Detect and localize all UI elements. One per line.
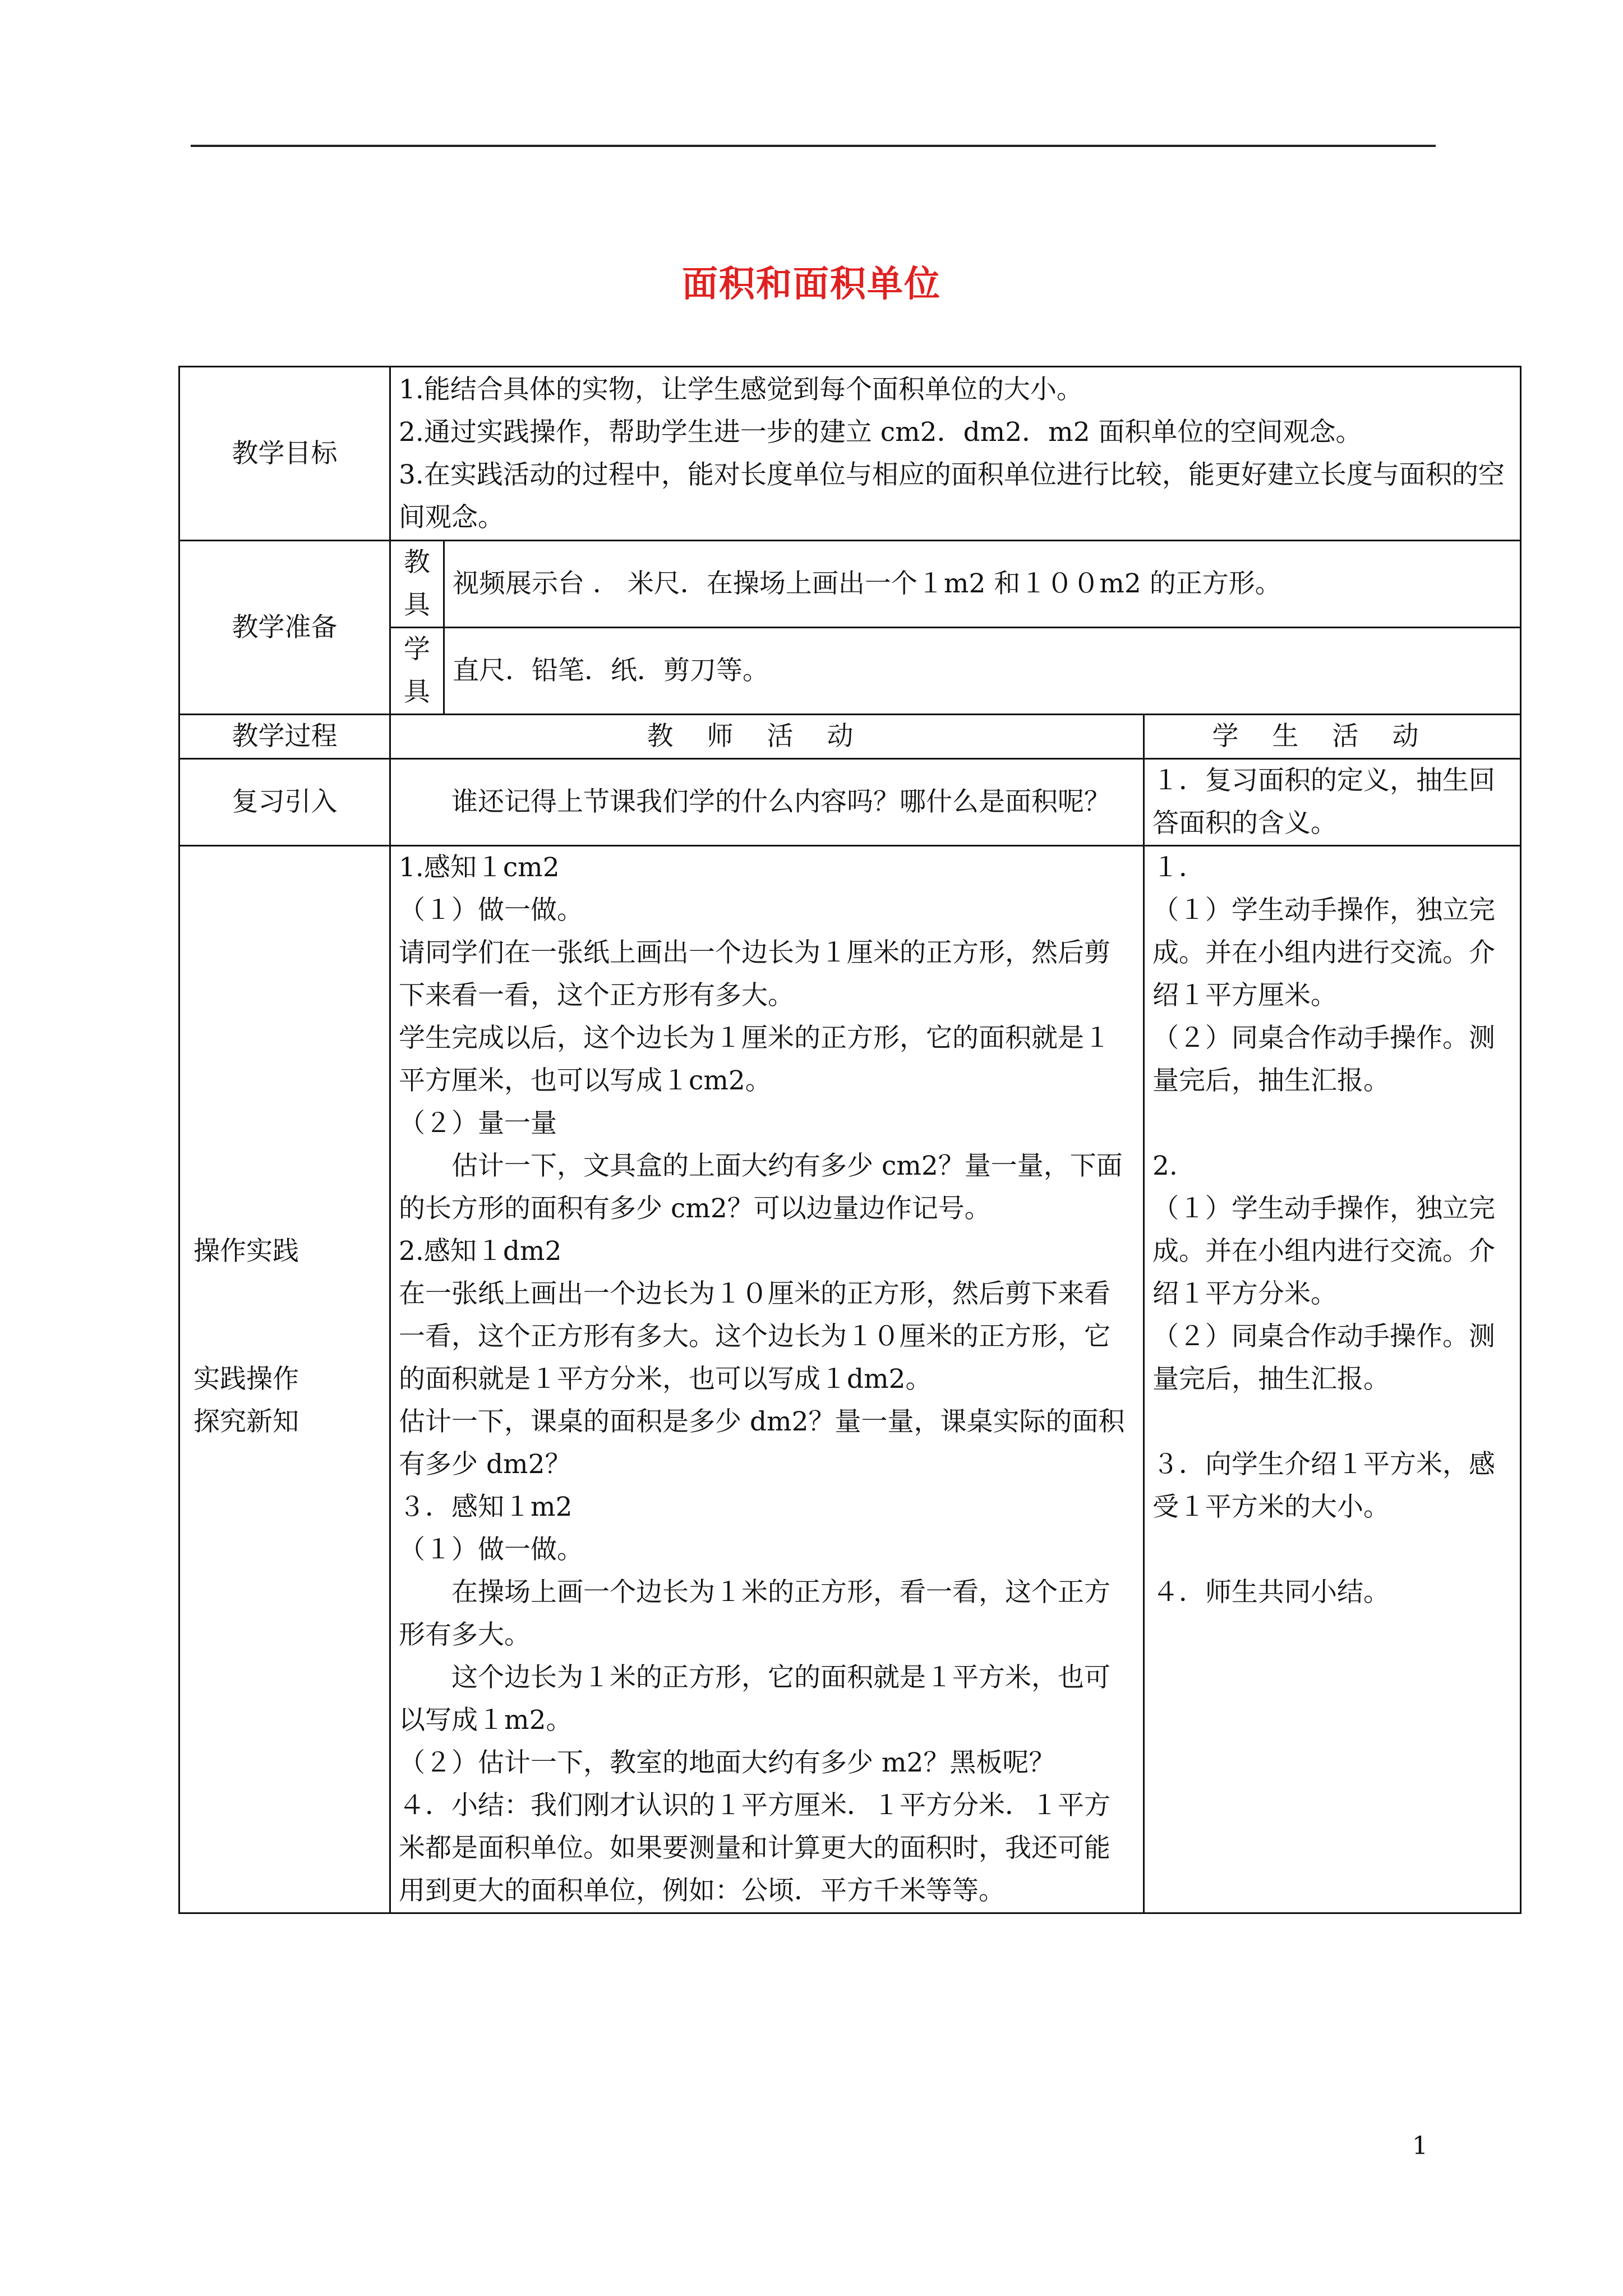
student-lines (1152, 846, 1512, 1614)
review-label: 复习引入 (179, 759, 390, 846)
label-spacer (193, 1443, 381, 1486)
objectives-label: 教学目标 (179, 367, 390, 541)
review-teacher-text: 谁还记得上节课我们学的什么内容吗？哪什么是面积呢？ (390, 759, 1144, 846)
practice-teacher-cell (390, 846, 1144, 1913)
objectives-row (179, 367, 1521, 541)
teacher-activity-line: 2.感知１dm2 (399, 1236, 562, 1267)
lesson-plan-table (178, 366, 1521, 1914)
teacher-activity-line: 在一张纸上画出一个边长为１０厘米的正方形，然后剪下来看一看，这个正方形有多大。这个边长为１０厘米的正方形，它的面积就是１平方分米，也可以写成１dm2。 (399, 1278, 1110, 1395)
practice-label: 实践操作 (193, 1364, 299, 1395)
practice-label: 操作实践 (193, 1236, 299, 1267)
student-activity-line: （２）同桌合作动手操作。测量完后，抽生汇报。 (1152, 1321, 1495, 1395)
practice-label: 探究新知 (193, 1406, 299, 1437)
preparation-label: 教学准备 (179, 541, 390, 715)
teacher-activity-line: 估计一下，课桌的面积是多少 dm2？量一量，课桌实际的面积有多少 dm2？ (399, 1406, 1125, 1480)
page-title: 面积和面积单位 (682, 264, 941, 305)
header-rule (191, 145, 1436, 147)
line-spacer (1152, 1529, 1512, 1571)
teacher-activity-line: （１）做一做。 (399, 895, 583, 926)
teacher-activity-line: （２）量一量 (399, 1108, 557, 1139)
review-student-text: １．复习面积的定义，抽生回答面积的含义。 (1144, 759, 1521, 846)
teacher-tools-label: 教具 (390, 541, 444, 628)
process-label: 教学过程 (179, 715, 390, 759)
student-activity-header: 学生活动 (1144, 715, 1521, 759)
teacher-activity-line: 学生完成以后，这个边长为１厘米的正方形，它的面积就是１平方厘米，也可以写成１cm2。 (399, 1023, 1110, 1096)
student-activity-line: 2. (1152, 1151, 1178, 1181)
student-activity-line: （２）同桌合作动手操作。测量完后，抽生汇报。 (1152, 1023, 1495, 1096)
teacher-activity-line: 请同学们在一张纸上画出一个边长为１厘米的正方形，然后剪下来看一看，这个正方形有多大。 (399, 937, 1110, 1011)
label-spacer (193, 1315, 381, 1358)
line-spacer (1152, 1102, 1512, 1145)
practice-label-cell (179, 846, 390, 1913)
line-spacer (1152, 1401, 1512, 1443)
student-activity-line: ３．向学生介绍１平方米，感受１平方米的大小。 (1152, 1449, 1495, 1522)
teacher-tools-text: 视频展示台 ． 米尺．在操场上画出一个１m2 和１００m2 的正方形。 (444, 541, 1521, 628)
student-tools-text: 直尺．铅笔．纸．剪刀等。 (444, 628, 1521, 715)
teacher-activity-line: ３．感知１m2 (399, 1492, 573, 1522)
objective-item: 2.通过实践操作，帮助学生进一步的建立 cm2．dm2．m2 面积单位的空间观念。 (399, 416, 1362, 448)
label-spacer (193, 1273, 381, 1315)
teacher-activity-line: 1.感知１cm2 (399, 852, 560, 883)
teacher-activity-line: 这个边长为１米的正方形，它的面积就是１平方米，也可以写成１m2。 (399, 1662, 1110, 1736)
objectives-content (390, 367, 1521, 541)
practice-student-cell (1144, 846, 1521, 1913)
teacher-activity-line: （２）估计一下，教室的地面大约有多少 m2？黑板呢？ (399, 1747, 1055, 1778)
teacher-activity-line: 在操场上画一个边长为１米的正方形，看一看，这个正方形有多大。 (399, 1577, 1110, 1650)
practice-row (179, 846, 1521, 1913)
student-activity-line: （１）学生动手操作，独立完成。并在小组内进行交流。介绍１平方分米。 (1152, 1193, 1495, 1309)
student-activity-line: ４．师生共同小结。 (1152, 1577, 1390, 1608)
student-activity-line: １． (1152, 852, 1205, 883)
objective-item: 3.在实践活动的过程中，能对长度单位与相应的面积单位进行比较，能更好建立长度与面积的空间观念。 (399, 459, 1505, 533)
teacher-lines (399, 846, 1135, 1912)
student-tools-label: 学具 (390, 628, 444, 715)
review-row (179, 759, 1521, 846)
student-activity-line: （１）学生动手操作，独立完成。并在小组内进行交流。介绍１平方厘米。 (1152, 895, 1495, 1011)
preparation-teacher-row (179, 541, 1521, 628)
objective-item: 1.能结合具体的实物，让学生感觉到每个面积单位的大小。 (399, 374, 1083, 405)
teacher-activity-line: （１）做一做。 (399, 1534, 583, 1565)
process-header-row (179, 715, 1521, 759)
teacher-activity-line: ４．小结：我们刚才认识的１平方厘米．１平方分米．１平方米都是面积单位。如果要测量和计算更大的面积时，我还可能用到更大的面积单位，例如：公顷．平方千米等等。 (399, 1790, 1110, 1906)
teacher-activity-line: 估计一下，文具盒的上面大约有多少 cm2？量一量，下面的长方形的面积有多少 cm2？可以边量边作记号。 (399, 1151, 1123, 1224)
label-spacer (193, 1486, 381, 1529)
teacher-activity-header: 教师活动 (390, 715, 1144, 759)
page-number: 1 (1412, 2132, 1428, 2160)
